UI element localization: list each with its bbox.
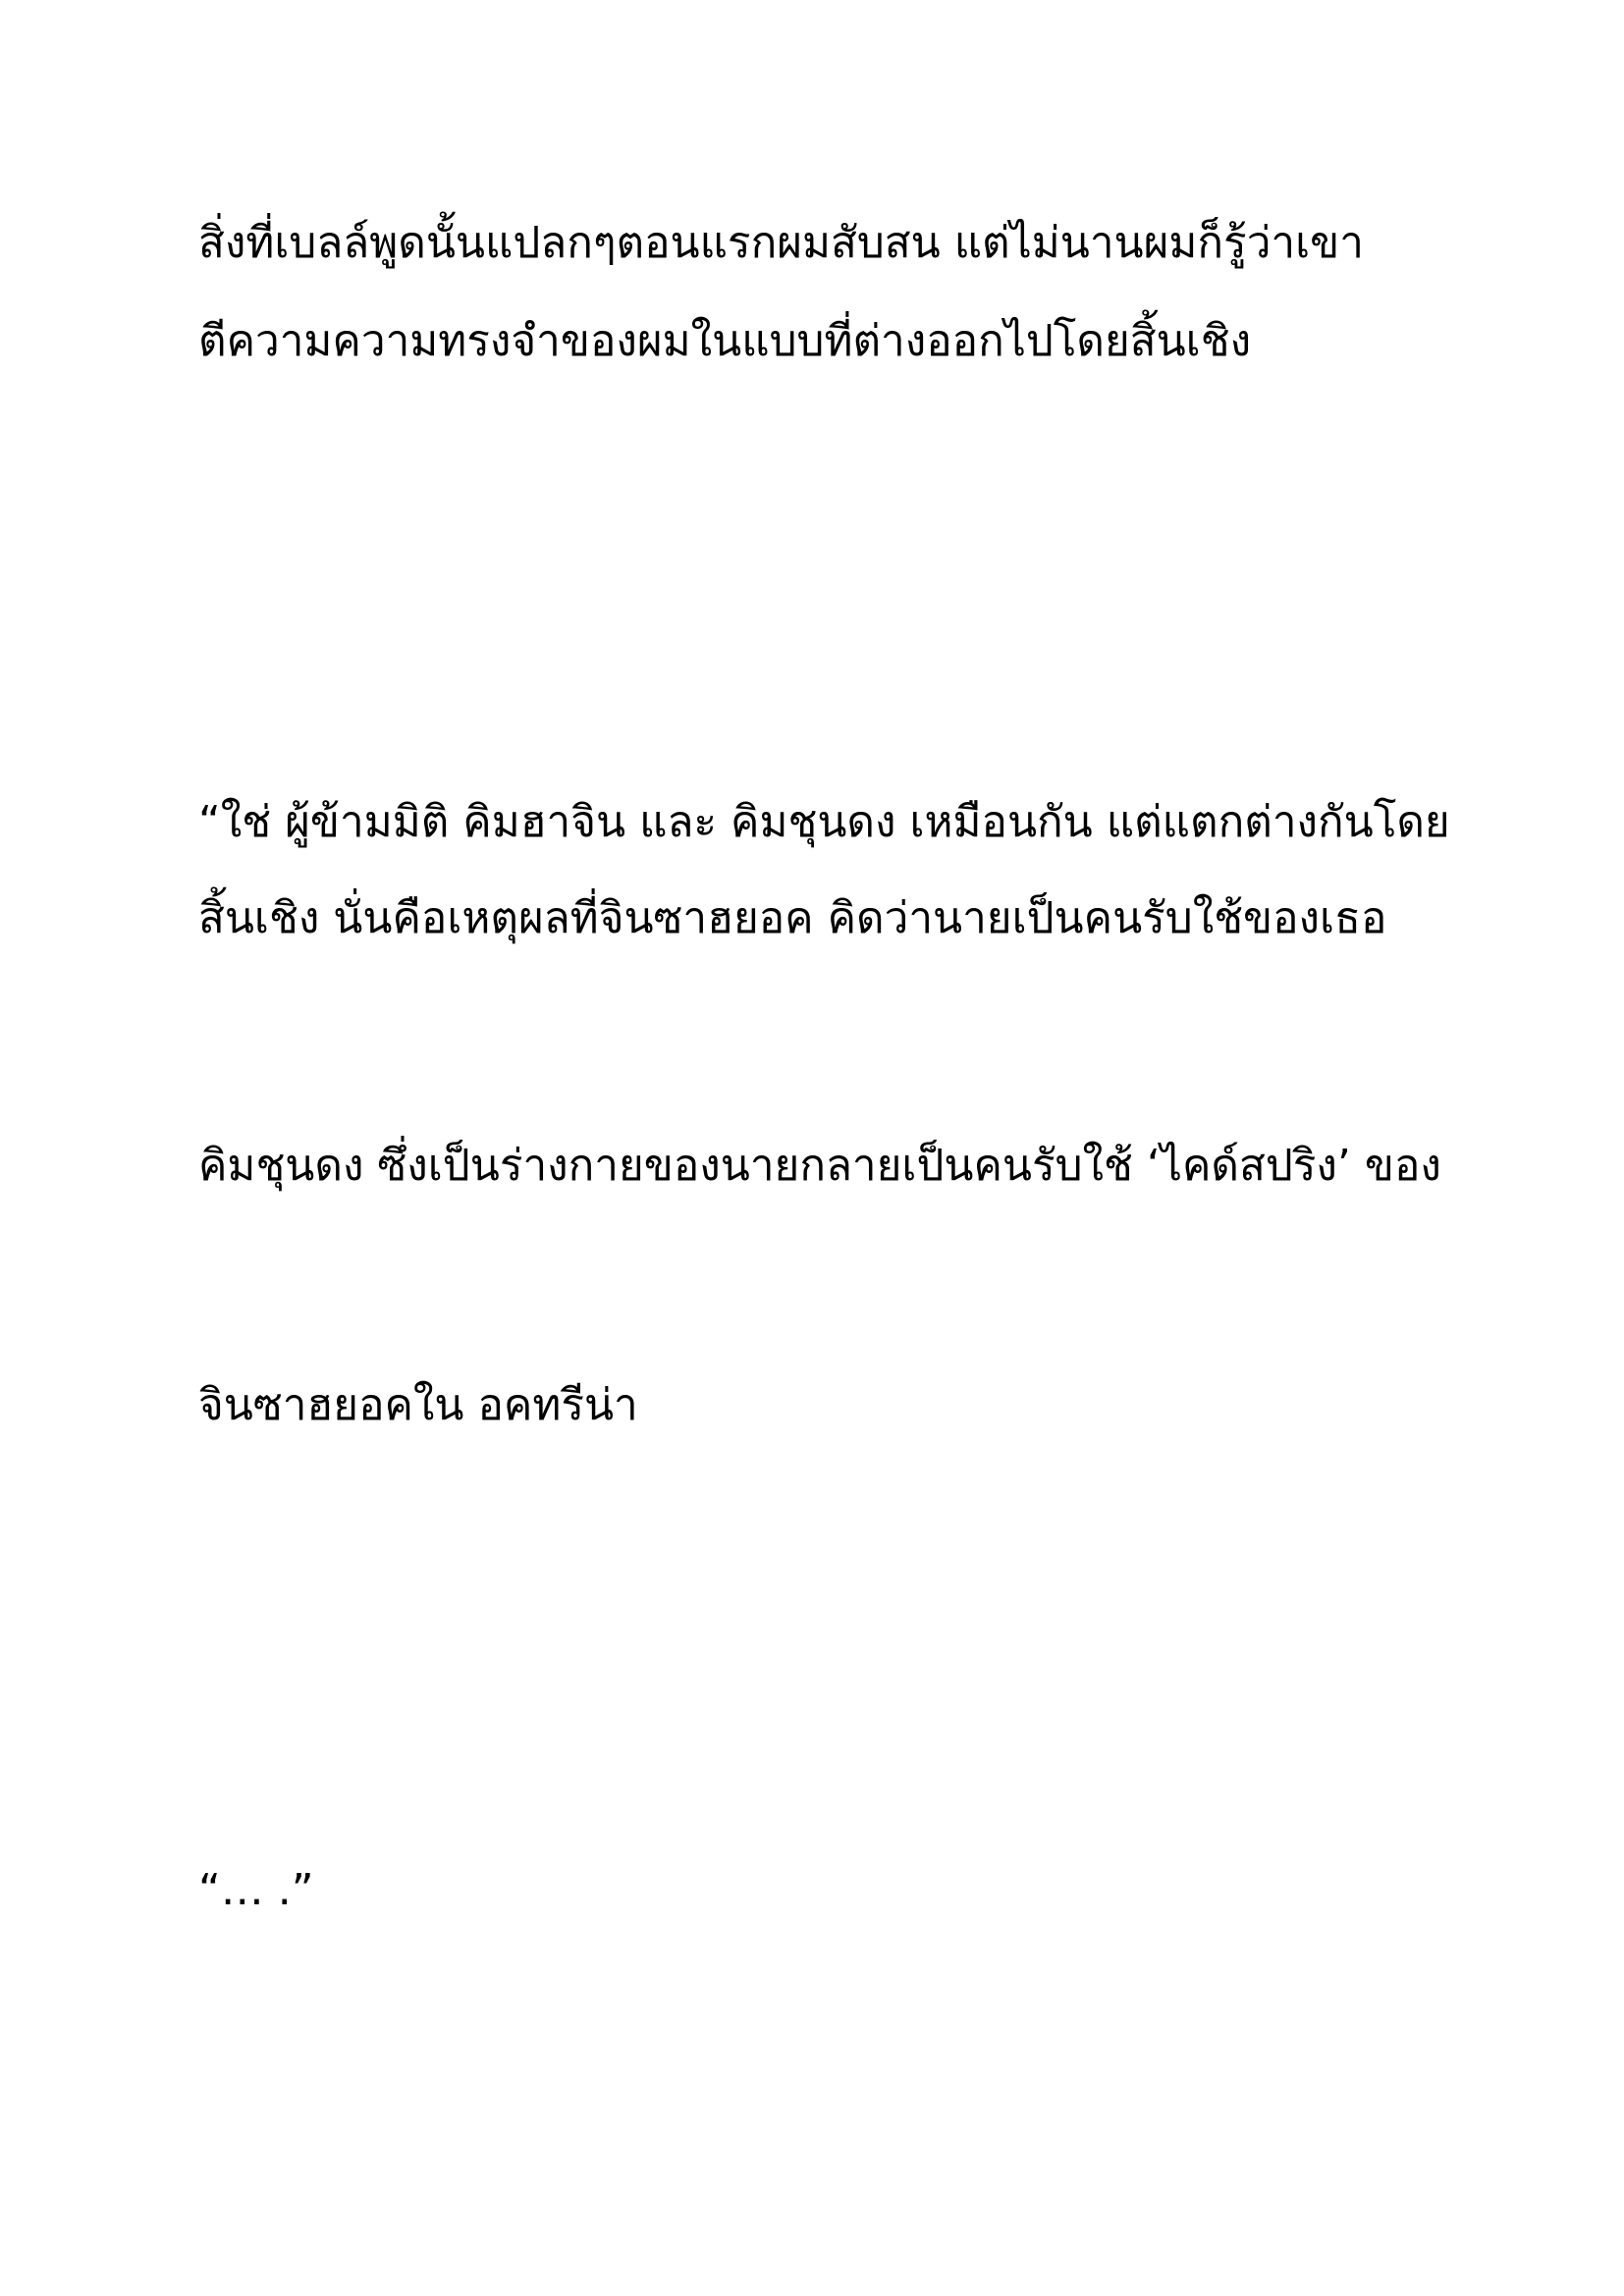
paragraph-5-line-1: “… .” bbox=[198, 1865, 314, 1915]
paragraph-4-line-1: จินซาฮยอคใน อคทรีน่า bbox=[198, 1380, 638, 1430]
paragraph-3-line-1: คิมชุนดง ซึ่งเป็นร่างกายของนายกลายเป็นคนรับใช้ ‘ไคด์สปริง’ ของ bbox=[198, 1141, 1441, 1191]
paragraph-2-line-2: สิ้นเชิง นั่นคือเหตุผลที่จินซาฮยอค คิดว่านายเป็นคนรับใช้ของเธอ bbox=[198, 893, 1387, 943]
paragraph-2-line-1: “ใช่ ผู้ข้ามมิติ คิมฮาจิน และ คิมชุนดง เหมือนกัน แต่แตกต่างกันโดย bbox=[198, 797, 1450, 847]
paragraph-1-line-1: สิ่งที่เบลล์พูดนั้นแปลกๆตอนแรกผมสับสน แต่ไม่นานผมก็รู้ว่าเขา bbox=[198, 218, 1364, 268]
paragraph-1-line-2: ตีความความทรงจำของผมในแบบที่ต่างออกไปโดยสิ้นเชิง bbox=[198, 316, 1252, 366]
